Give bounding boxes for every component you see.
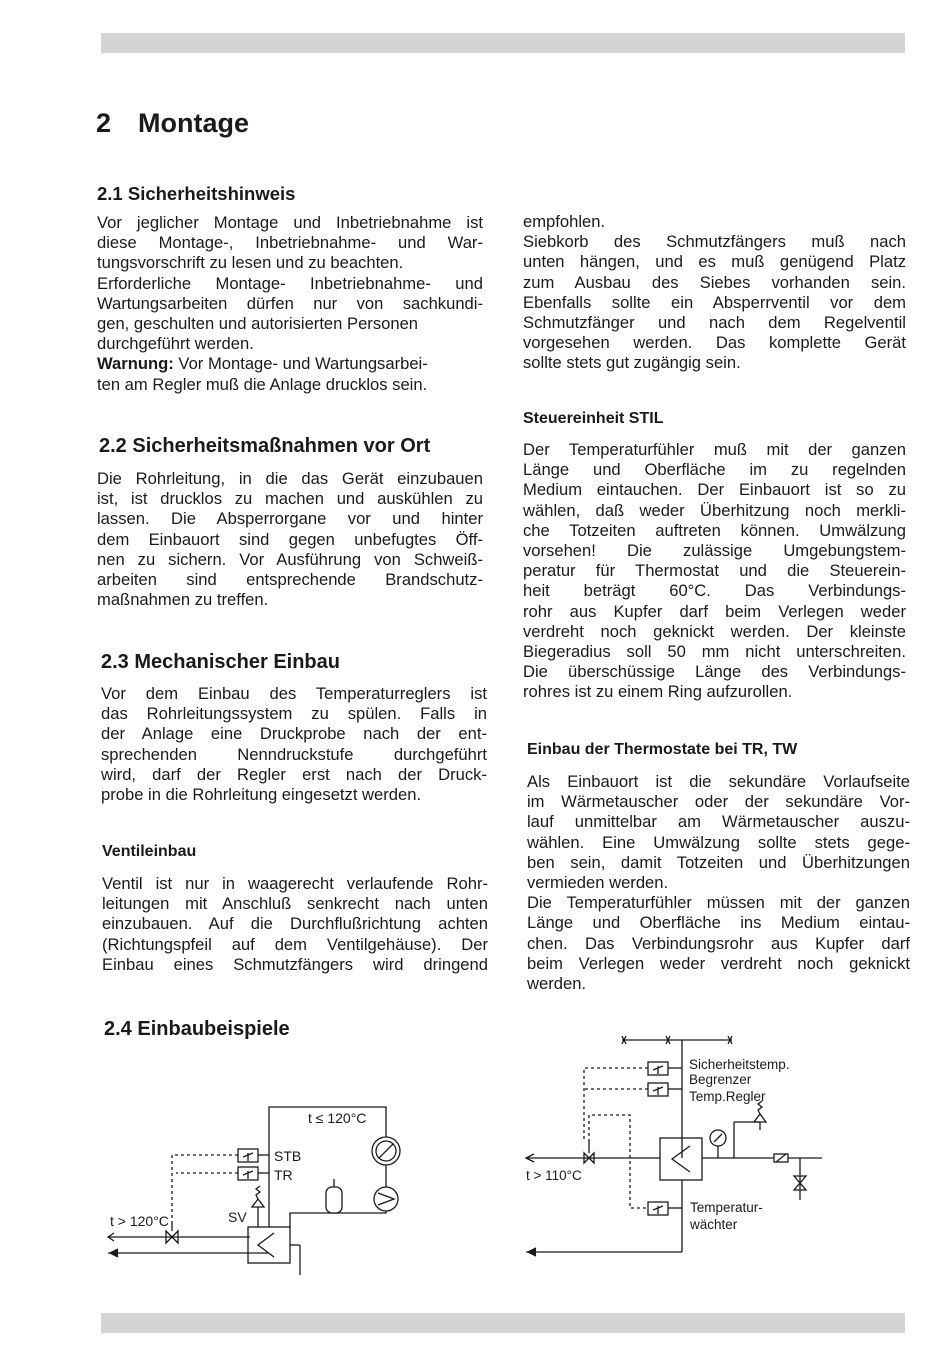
text-line: Ventil ist nur in waagerecht verlaufende Rohr-	[102, 874, 488, 893]
text-line: ist, ist drucklos zu machen und auskühlen zu	[97, 489, 483, 509]
text-line: probe in die Rohrleitung eingesetzt werden.	[101, 785, 422, 805]
text-line: einzubauen. Auf die Durchflußrichtung achten	[102, 914, 488, 934]
text-line: sprechenden Nenndruckstufe durchgeführt	[101, 744, 487, 764]
sensor-temp-monitor	[648, 1202, 682, 1215]
text-line: der Anlage eine Druckprobe nach der ent-	[101, 724, 487, 744]
text-line: chen. Das Verbindungsrohr aus Kupfer darf	[527, 933, 910, 953]
warning-label: Warnung:	[97, 354, 174, 374]
label-t-top: t ≤ 120°C	[308, 1110, 367, 1126]
section-number: 2.4	[104, 1018, 132, 1040]
text-line: Siebkorb des Schmutzfängers muß nach	[523, 232, 906, 252]
sensor-safety-limiter	[648, 1062, 682, 1075]
installation-diagram-right	[522, 1030, 832, 1260]
label-t-in: t > 110°C	[526, 1168, 582, 1183]
paragraph-mechanischer-einbau	[101, 684, 487, 805]
text-line: Der Temperaturfühler muß mit der ganzen	[523, 440, 906, 459]
text-line: Ebenfalls sollte ein Absperrventil vor dem	[523, 292, 906, 312]
primary-return-line	[108, 1249, 268, 1257]
label-waechter: wächter	[690, 1217, 738, 1232]
text-line: wählen, daß weder Überhitzung noch merkli-	[523, 500, 906, 520]
pressure-gauge	[710, 1130, 726, 1158]
sensor-stb	[238, 1149, 269, 1162]
text-line: ten am Regler muß die Anlage drucklos sein.	[97, 374, 428, 394]
text-line: wird, darf der Regler erst nach der Druck-	[101, 764, 487, 784]
text-line: leitungen mit Anschluß senkrecht nach unten	[102, 894, 488, 914]
subheading-thermostate: Einbau der Thermostate bei TR, TW	[527, 741, 798, 758]
text-line: diese Montage-, Inbetriebnahme- und War-	[97, 233, 483, 253]
label-sicherheitstemp: Sicherheitstemp.	[689, 1057, 790, 1072]
text-line: tungsvorschrift zu lesen und zu beachten.	[97, 253, 404, 273]
section-title: Einbaubeispiele	[137, 1018, 290, 1040]
thermometer-gauge	[372, 1137, 400, 1165]
sensor-temp-regulator	[648, 1083, 682, 1096]
text-line: Vor dem Einbau des Temperaturreglers ist	[101, 684, 487, 703]
text-line: rohr aus Kupfer darf beim Verlegen weder	[523, 601, 906, 621]
text-line: Wartungsarbeiten dürfen nur von sachkundi-	[97, 293, 483, 313]
text-line: vermieden werden.	[527, 873, 669, 893]
section-number: 2.1	[97, 183, 123, 204]
heat-exchanger	[660, 1138, 702, 1180]
header-bar	[101, 33, 905, 53]
section-heading-2-3	[101, 651, 340, 674]
expansion-vessel	[326, 1179, 342, 1213]
text-line: Biegeradius soll 50 mm nicht unterschreiten.	[523, 642, 906, 662]
warning-text: Vor Montage- und Wartungsarbei-	[173, 354, 428, 374]
text-line: lassen. Die Absperrorgane vor und hinter	[97, 509, 483, 529]
chapter-heading	[96, 108, 249, 139]
text-line: maßnahmen zu treffen.	[97, 590, 269, 610]
paragraph-sicherheitshinweis	[97, 213, 483, 395]
text-line: Einbau eines Schmutzfängers wird dringend	[102, 954, 488, 974]
text-line: nen zu sichern. Vor Ausführung von Schweiß-	[97, 549, 483, 569]
text-line: Vor jeglicher Montage und Inbetriebnahme ist	[97, 213, 483, 232]
text-line: Die überschüssige Länge des Verbindungs-	[523, 662, 906, 682]
text-line: peratur für Thermostat und die Steuerein-	[523, 561, 906, 581]
text-line: unten hängen, und es muß genügend Platz	[523, 252, 906, 272]
section-heading-2-2	[99, 435, 430, 458]
text-line: durchgeführt werden.	[97, 334, 254, 354]
text-line: Die Temperaturfühler müssen mit der ganzen	[527, 893, 910, 913]
section-heading-2-4	[104, 1018, 290, 1041]
label-temperatur: Temperatur-	[690, 1200, 763, 1215]
safety-valve	[252, 1186, 264, 1227]
installation-diagram-left	[100, 1095, 430, 1285]
chapter-title: Montage	[138, 108, 249, 138]
text-line: vorsehen! Die zulässige Umgebungstem-	[523, 541, 906, 561]
warning-line	[97, 354, 483, 374]
label-sv: SV	[228, 1209, 247, 1225]
paragraph-sicherheitsmassnahmen	[97, 469, 483, 610]
paragraph-ventileinbau	[102, 874, 488, 975]
text-line: gen, geschulten und autorisierten Personen	[97, 314, 419, 334]
text-line: werden.	[527, 974, 587, 994]
paragraph-thermostate	[527, 772, 910, 994]
text-line: vorgesehen werden. Das komplette Gerät	[523, 333, 906, 353]
text-line: im Wärmetauscher oder der sekundäre Vor-	[527, 792, 910, 812]
section-title: Mechanischer Einbau	[134, 651, 340, 673]
text-line: wählen. Eine Umwälzung sollte stets gege-	[527, 832, 910, 852]
label-temp-regler: Temp.Regler	[689, 1089, 766, 1104]
subheading-ventileinbau: Ventileinbau	[102, 843, 197, 860]
section-title: Sicherheitsmaßnahmen vor Ort	[132, 435, 431, 457]
circulation-pump	[374, 1187, 398, 1211]
text-line: rohres ist zu einem Ring aufzurollen.	[523, 682, 793, 702]
section-heading-2-1	[97, 183, 295, 205]
text-line: empfohlen.	[523, 212, 606, 231]
paragraph-steuereinheit	[523, 440, 906, 703]
text-line: Die Rohrleitung, in die das Gerät einzubauen	[97, 469, 483, 488]
label-begrenzer: Begrenzer	[689, 1072, 752, 1087]
strainer	[774, 1154, 788, 1162]
text-line: Medium eintauchen. Der Einbauort ist so zu	[523, 480, 906, 500]
section-number: 2.2	[99, 435, 127, 457]
section-number: 2.3	[101, 651, 129, 673]
text-line: beim Verlegen weder verdreht noch geknickt	[527, 953, 910, 973]
paragraph-schmutzfaenger	[523, 212, 906, 374]
label-stb: STB	[274, 1148, 302, 1164]
text-line: Schmutzfänger und nach dem Regelventil	[523, 313, 906, 333]
text-line: Als Einbauort ist die sekundäre Vorlaufseite	[527, 772, 910, 791]
text-line: das Rohrleitungssystem zu spülen. Falls in	[101, 704, 487, 724]
capillary-line	[584, 1068, 648, 1208]
shutoff-valve	[794, 1158, 806, 1200]
text-line: lauf unmittelbar am Wärmetauscher auszu-	[527, 812, 910, 832]
text-line: che Totzeiten auftreten können. Umwälzung	[523, 520, 906, 540]
text-line: Erforderliche Montage- Inbetriebnahme- und	[97, 273, 483, 293]
text-line: verdreht noch geknickt werden. Der kleinste	[523, 621, 906, 641]
section-title: Sicherheitshinweis	[127, 183, 296, 204]
label-t-in: t > 120°C	[110, 1213, 169, 1229]
control-valve	[584, 1142, 594, 1163]
text-line: zum Ausbau des Siebes vorhanden sein.	[523, 272, 906, 292]
subheading-steuereinheit: Steuereinheit STIL	[523, 410, 664, 427]
primary-return-line	[526, 1180, 682, 1256]
heat-exchanger	[248, 1227, 290, 1263]
safety-valve	[754, 1101, 766, 1130]
text-line: arbeiten sind entsprechende Brandschutz-	[97, 570, 483, 590]
text-line: Länge und Oberfläche ins Medium eintau-	[527, 913, 910, 933]
primary-supply-line	[526, 1154, 660, 1162]
text-line: ben sein, damit Totzeiten und Überhitzungen	[527, 852, 910, 872]
text-line: Länge und Oberfläche im zu regelnden	[523, 460, 906, 480]
text-line: sollte stets gut zugängig sein.	[523, 353, 741, 373]
text-line: dem Einbauort sind gegen unbefugtes Öff-	[97, 529, 483, 549]
primary-supply-line	[108, 1233, 250, 1241]
chapter-number: 2	[96, 108, 112, 138]
text-line: (Richtungspfeil auf dem Ventilgehäuse). Der	[102, 934, 488, 954]
footer-bar	[101, 1313, 905, 1333]
label-tr: TR	[274, 1167, 293, 1183]
text-line: heit beträgt 60°C. Das Verbindungs-	[523, 581, 906, 601]
sensor-tr	[238, 1167, 269, 1180]
